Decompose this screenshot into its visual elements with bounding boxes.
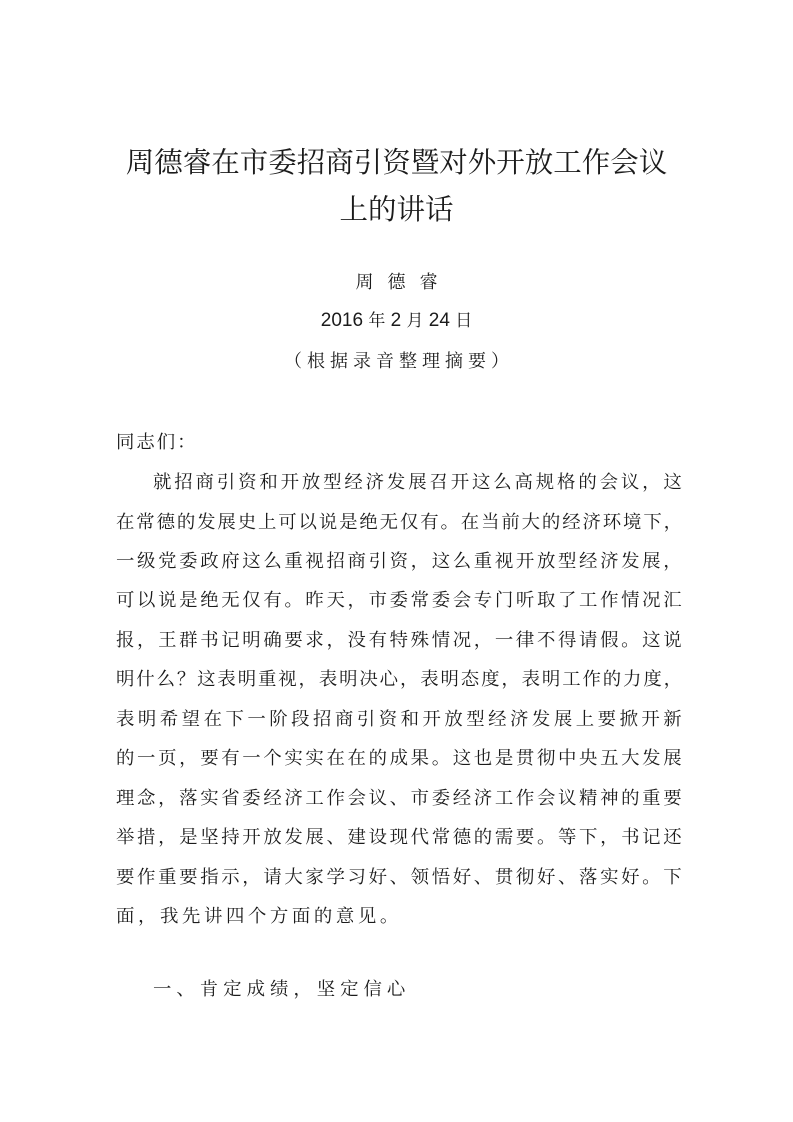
salutation: 同志们： — [116, 432, 198, 453]
paragraph-line: 表 明 希 望 在 下 一 阶 段 招 商 引 资 和 开 放 型 经 济 发 展 上 要 掀 开 新 — [116, 709, 682, 730]
paragraph-line: 可 以 说 是 绝 无 仅 有 。 昨 天 ， 市 委 常 委 会 专 门 听 取 了 工 作 情 况 汇 — [116, 590, 682, 611]
section-heading: 一、肯定成绩，坚定信心 — [153, 979, 411, 1000]
date-month: 2 — [390, 310, 402, 331]
paragraph-line: 一 级 党 委 政 府 这 么 重 视 招 商 引 资 ， 这 么 重 视 开 放 型 经 济 发 展 ， — [116, 551, 682, 572]
paragraph-line: 明 什 么 ？ 这 表 明 重 视 ， 表 明 决 心 ， 表 明 态 度 ， 表 明 工 作 的 力 度 ， — [116, 669, 682, 690]
paragraph-line: 报 ， 王 群 书 记 明 确 要 求 ， 没 有 特 殊 情 况 ， 一 律 不 得 请 假 。 这 说 — [116, 630, 682, 651]
transcription-note: （根据录音整理摘要） — [284, 351, 514, 372]
document-title-line-1: 周德睿在市委招商引资暨对外开放工作会议 — [125, 146, 668, 179]
paragraph-line: 举 措 ， 是 坚 持 开 放 发 展 、 建 设 现 代 常 德 的 需 要 。 等 下 ， 书 记 还 — [116, 827, 682, 848]
date-month-unit: 月 — [406, 311, 424, 331]
date-year-unit: 年 — [368, 311, 386, 331]
document-title-line-2: 上的讲话 — [339, 193, 454, 226]
paragraph-line: 理 念 ， 落 实 省 委 经 济 工 作 会 议 、 市 委 经 济 工 作 会 议 精 神 的 重 要 — [116, 788, 682, 809]
date-year: 2016 — [320, 310, 364, 331]
date-day-unit: 日 — [455, 311, 473, 331]
date-day: 24 — [428, 310, 450, 331]
paragraph-line: 面，我先讲四个方面的意见。 — [116, 906, 402, 927]
paragraph-line: 的 一 页 ， 要 有 一 个 实 实 在 在 的 成 果 。 这 也 是 贯 彻 中 央 五 大 发 展 — [116, 748, 682, 769]
paragraph-line: 就 招 商 引 资 和 开 放 型 经 济 发 展 召 开 这 么 高 规 格 的 会 议 ， 这 — [153, 472, 682, 493]
speech-date — [0, 309, 793, 333]
paragraph-line: 在 常 德 的 发 展 史 上 可 以 说 是 绝 无 仅 有 。 在 当 前 大 的 经 济 环 境 下 ， — [116, 512, 682, 533]
paragraph-line: 要 作 重 要 指 示 ， 请 大 家 学 习 好 、 领 悟 好 、 贯 彻 好 、 落 实 好 。 下 — [116, 867, 682, 888]
author-name: 周德睿 — [355, 272, 452, 293]
